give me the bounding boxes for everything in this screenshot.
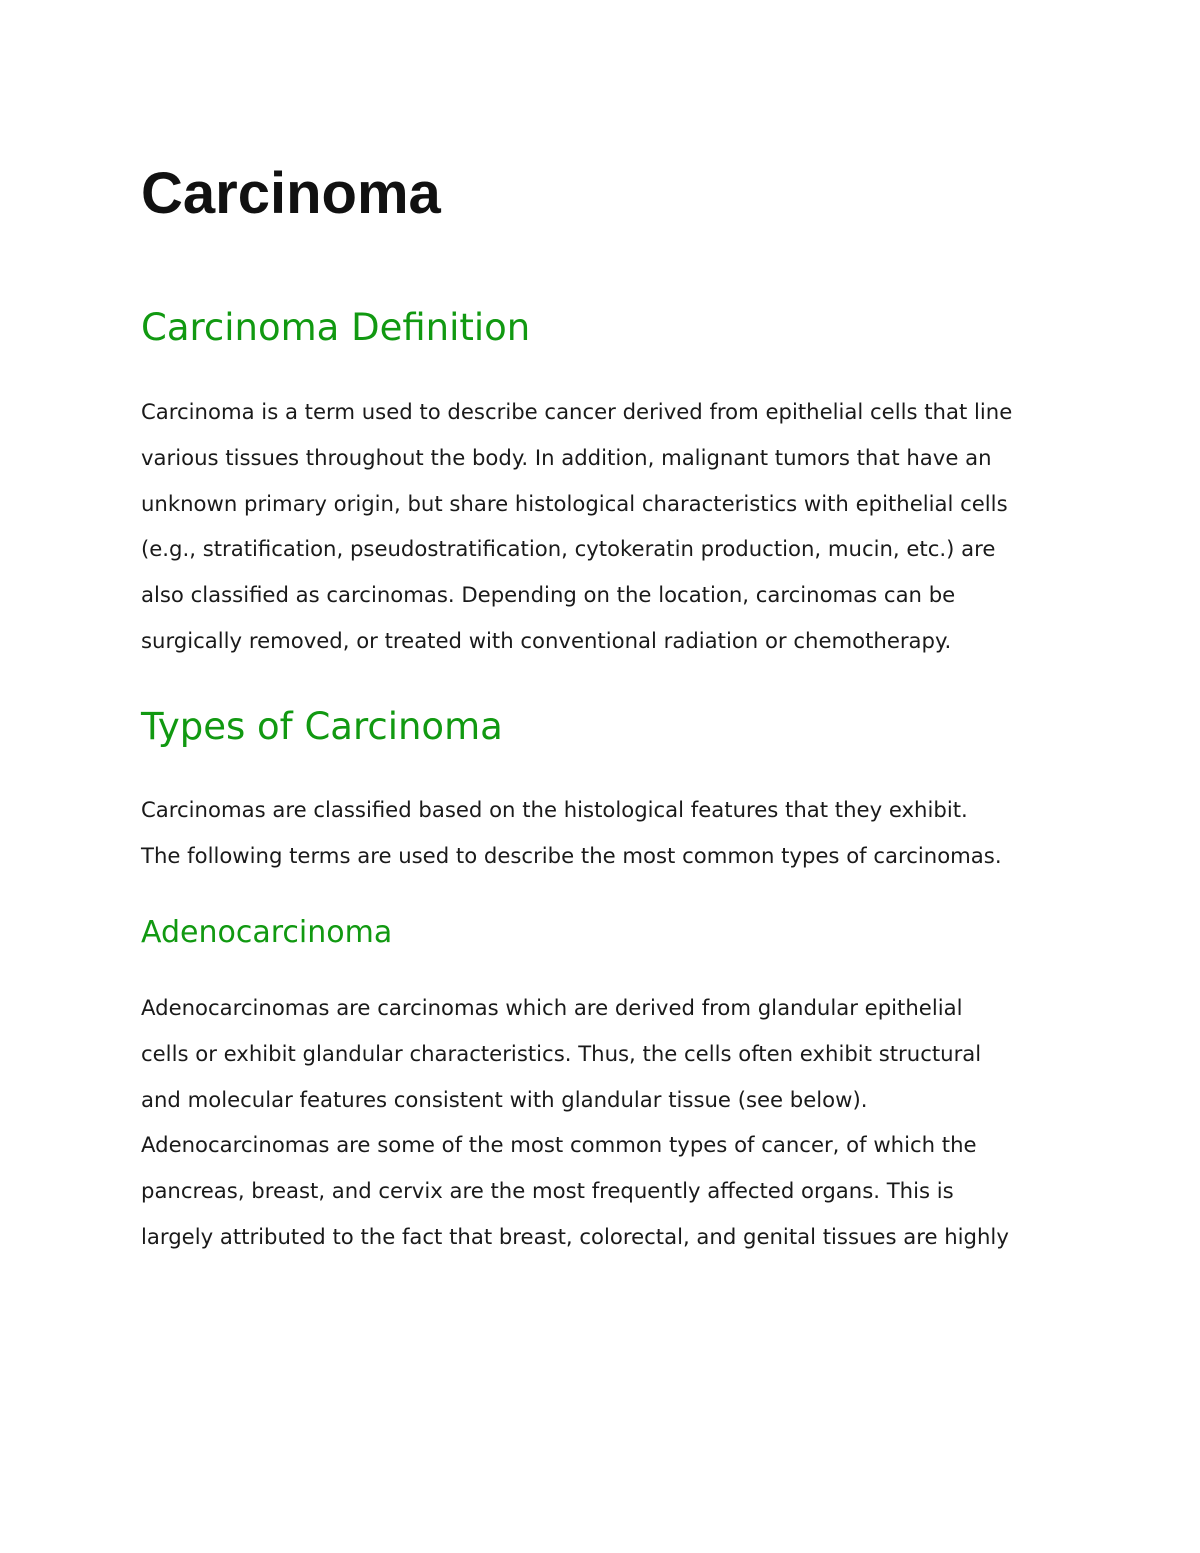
paragraph-adenocarcinoma <box>141 985 1071 1260</box>
section-heading-definition: Carcinoma Definition <box>141 306 531 349</box>
text-line: also classified as carcinomas. Depending on the location, carcinomas can be <box>141 582 956 608</box>
text-line: surgically removed, or treated with conventional radiation or chemotherapy. <box>141 627 952 653</box>
text-line: unknown primary origin, but share histological characteristics with epithelial cells <box>141 490 1008 516</box>
text-line: Adenocarcinomas are carcinomas which are derived from glandular epithelial <box>141 995 963 1020</box>
text-line: Carcinomas are classified based on the histological features that they exhibit. <box>141 797 968 822</box>
page-title: Carcinoma <box>141 161 441 226</box>
text-line: Carcinoma is a term used to describe cancer derived from epithelial cells that line <box>141 399 1013 424</box>
text-line: and molecular features consistent with glandular tissue (see below). <box>141 1086 868 1112</box>
text-line: Adenocarcinomas are some of the most common types of cancer, of which the <box>141 1132 977 1158</box>
text-line: cells or exhibit glandular characteristics. Thus, the cells often exhibit structural <box>141 1040 982 1066</box>
text-line: various tissues throughout the body. In addition, malignant tumors that have an <box>141 444 992 470</box>
paragraph-definition <box>141 389 1071 664</box>
text-line: pancreas, breast, and cervix are the most frequently affected organs. This is <box>141 1178 954 1204</box>
text-line: largely attributed to the fact that breast, colorectal, and genital tissues are highly <box>141 1223 1009 1249</box>
section-heading-adenocarcinoma: Adenocarcinoma <box>141 915 393 950</box>
text-line: The following terms are used to describe the most common types of carcinomas. <box>141 842 1002 868</box>
text-line: (e.g., stratification, pseudostratification, cytokeratin production, mucin, etc.) are <box>141 536 996 562</box>
section-heading-types: Types of Carcinoma <box>141 705 503 748</box>
paragraph-types <box>141 787 1071 879</box>
